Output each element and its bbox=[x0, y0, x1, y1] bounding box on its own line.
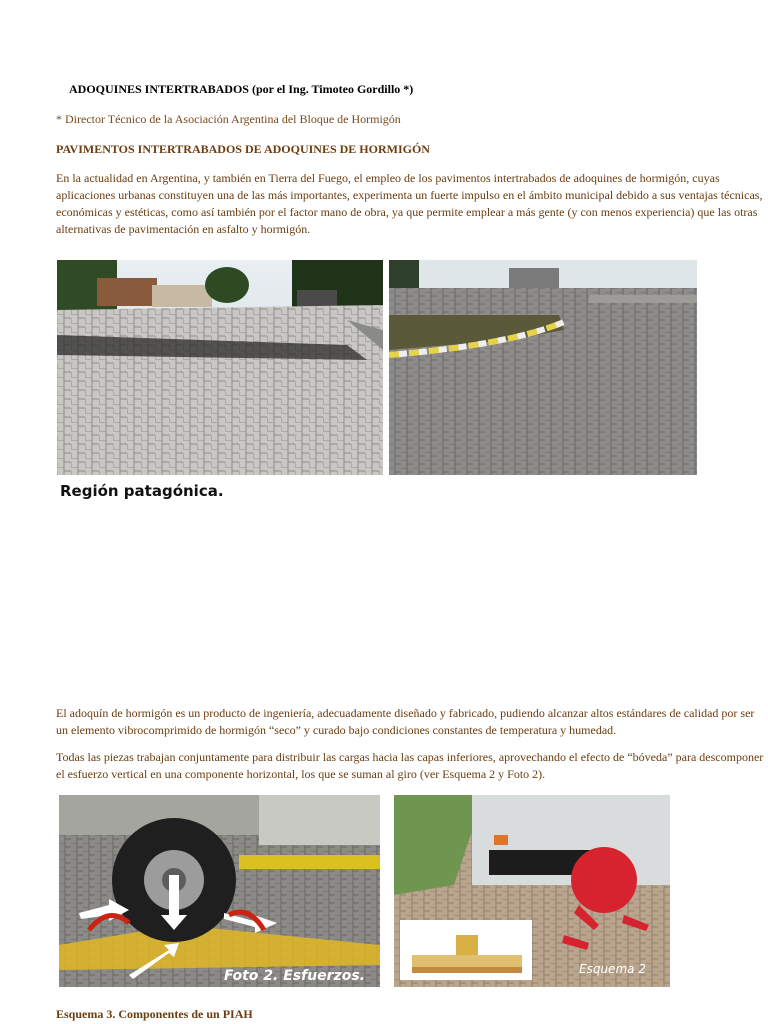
car-schema-photo bbox=[394, 795, 670, 987]
wheel-forces-photo bbox=[59, 795, 380, 987]
section-heading: PAVIMENTOS INTERTRABADOS DE ADOQUINES DE HORMIGÓN bbox=[56, 142, 430, 156]
paragraph-intro: En la actualidad en Argentina, y también en Tierra del Fuego, el empleo de los pavimentos intertrabados de adoquines de hormigón, cuyas aplicaciones urbanas constituyen una de las más importantes, experimenta un fuerte impulso en el ámbito municipal debido a sus ventajas técnicas, económicas y estéticas, como así también por el factor mano de obra, ya que permite emplear a más gente (y con menos experiencia) que las otras alternativas de pavimentación en asfalto y hormigón. bbox=[56, 171, 763, 236]
photo-label-forces: Foto 2. Esfuerzos. bbox=[224, 968, 365, 984]
photo-label-schema: Esquema 2 bbox=[579, 962, 646, 976]
document-title: ADOQUINES INTERTRABADOS (por el Ing. Timoteo Gordillo *) bbox=[69, 82, 414, 96]
paragraph-engineering: El adoquín de hormigón es un producto de ingeniería, adecuadamente diseñado y fabricado, pudiendo alcanzar altos estándares de calidad por ser un elemento vibrocomprimido de hormigón “seco” y curado bajo condiciones constantes de temperatura y humedad. bbox=[56, 706, 755, 737]
roundabout-paving-photo bbox=[389, 260, 697, 475]
paragraph-loads: Todas las piezas trabajan conjuntamente para distribuir las cargas hacia las capas inferiores, aprovechando el efecto de “bóveda” para descomponer el esfuerzo vertical en una componente horizontal, los que se suman al giro (ver Esquema 2 y Foto 2). bbox=[56, 750, 764, 781]
region-caption: Región patagónica. bbox=[60, 482, 224, 500]
author-footnote: * Director Técnico de la Asociación Argentina del Bloque de Hormigón bbox=[56, 112, 401, 126]
street-paving-photo bbox=[57, 260, 383, 475]
schema3-caption: Esquema 3. Componentes de un PIAH bbox=[56, 1007, 253, 1021]
